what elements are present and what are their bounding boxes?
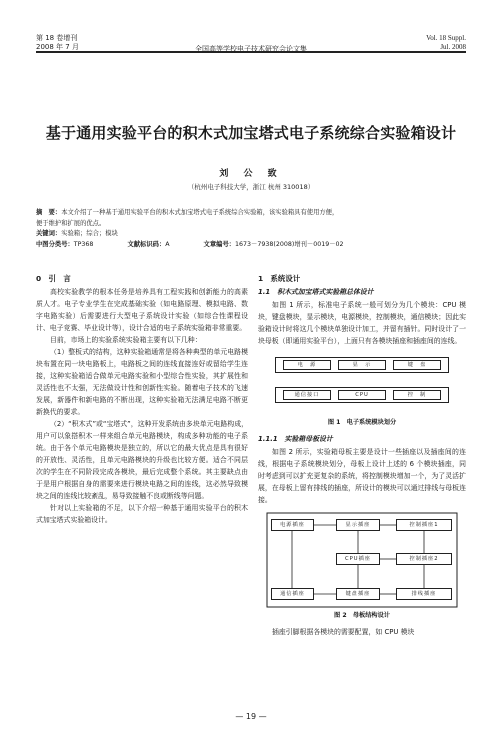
figure-1-caption: 图 1 电子系统模块划分 — [327, 419, 397, 426]
display-socket-box: 显示插座 — [336, 519, 380, 531]
classification-label: 中图分类号： — [36, 240, 74, 248]
keywords-line — [36, 229, 466, 240]
document-code: A — [165, 240, 170, 248]
volume-line: 第 18 卷增刊 — [36, 34, 78, 42]
journal-name: 全国高等学校电子技术研究会论文集 — [195, 45, 307, 53]
section-system-design-heading: 1 系统设计 — [258, 274, 301, 283]
journal-volume-en — [426, 34, 466, 52]
author: 刘 公 致 — [219, 169, 283, 179]
paragraph: 如图 1 所示，标准电子系统一般可划分为几个模块：CPU 模块，键盘模块，显示模块，电源模块，控制模块，通信模块；因此实验箱设计时将这几个模块单独设计加工，并留有插针。同时设计了一块母板（即通用实验平台），上面只有各模块插座和插座间的连线。 — [258, 301, 466, 345]
affiliation: （杭州电子科技大学，浙江 杭州 310018） — [187, 183, 315, 191]
figure-2-motherboard-diagram — [266, 512, 458, 608]
power-socket-box: 电源插座 — [271, 519, 314, 531]
date-line: 2008 年 7 月 — [36, 43, 79, 51]
paragraph: （1）整板式的结构，这种实验箱通常是将各种典型的单元电路模块布置在同一块电路板上，电路板之间的连线直接连好或留给学生连接，这种实验箱适合做单元电路实验和小型综合性实验，其扩展性和灵活性也不太强，无法做设计性和创新性实验。随着电子技术的飞速发展，新器件和新电路的不断出现，这种实验箱无法满足电路不断更新换代的要求。 — [36, 348, 248, 416]
header-rule — [36, 51, 466, 53]
control-module-box: 控 制 — [393, 390, 441, 400]
paragraph: 目前，市场上的实验系统实验箱主要有以下几种： — [50, 336, 202, 344]
keyboard-module-box: 键 盘 — [393, 360, 441, 370]
control-socket-2-box: 控制插座2 — [396, 553, 452, 565]
power-module-box: 电 源 — [283, 360, 331, 370]
display-module-box: 显 示 — [338, 360, 386, 370]
document-code-label: 文献标识码： — [127, 240, 166, 248]
subsection-heading: 1.1.1 实验箱母板设计 — [258, 435, 333, 443]
subsection-heading: 1.1 积木式加宝塔式实验箱总体设计 — [258, 288, 374, 296]
figure-1-module-diagram — [271, 353, 453, 415]
control-socket-1-box: 控制插座1 — [396, 519, 452, 531]
paper-title: 基于通用实验平台的积木式加宝塔式电子系统综合实验箱设计 — [45, 124, 457, 142]
paragraph: 针对以上实验箱的不足，以下介绍一种基于通用实验平台的积木式加宝塔式实验箱设计。 — [36, 504, 248, 524]
cpu-socket-box: CPU插座 — [336, 553, 380, 565]
paragraph: 如图 2 所示，实验箱母板主要是设计一些插座以及插座间的连线，根据电子系统模块划分，母板上设计上述的 6 个模块插座，同时考虑到可以扩充更复杂的系统，将控制模块增加一个，为了灵活扩展，在母板上留有排线的插座，所设计的模块可以通过排线与母板连接。 — [258, 448, 466, 504]
left-column — [36, 270, 248, 526]
abstract-block — [36, 208, 466, 250]
paragraph: （2）“积木式”或“宝塔式”，这种开发系统由多块单元电路构成，用户可以象搭积木一样来组合单元电路模块，构成多种功能的电子系统。由于各个单元电路模块是独立的，所以它的最大优点是具有很好的开放性、灵活性，且单元电路模块的升级也比较方便。适合不同层次的学生在不同阶段完成各模块，最后完成整个系统。其主要缺点由于是用户根据自身的需要来进行模块电路之间的连线，这必然导致模块之间的连线比较紊乱，易导致接触不良或断线等问题。 — [36, 420, 248, 500]
article-number-label: 文章编号： — [203, 240, 236, 248]
right-column — [258, 270, 466, 638]
page-number: — 19 — — [235, 712, 267, 721]
cpu-module-box: CPU — [338, 390, 386, 400]
keyboard-socket-box: 键盘插座 — [336, 588, 380, 600]
paragraph: 插座引脚根据各模块的需要配置，如 CPU 模块 — [272, 628, 415, 636]
abstract-label: 摘 要： — [36, 209, 62, 216]
abstract-line-1 — [36, 208, 466, 219]
ribbon-cable-socket-box: 排线插座 — [396, 588, 452, 600]
classification-line — [36, 240, 466, 251]
abstract-line-2: 便于维护和扩展的优点。 — [36, 219, 106, 227]
comm-socket-box: 通信插座 — [271, 588, 314, 600]
comm-module-box: 通信接口 — [283, 390, 331, 400]
volume-line-en: Vol. 18 Suppl. — [426, 34, 466, 42]
keywords: 实验箱；综合；模块 — [61, 230, 118, 237]
article-number: 1673－7938(2008)增刊－0019－02 — [235, 240, 344, 248]
paragraph: 高校实验教学的根本任务是培养具有工程实践和创新能力的高素质人才。电子专业学生在完成基础实验（如电路原理、模拟电路、数字电路实验）后需要进行大型电子系统设计实验（如综合性课程设计、电子竞赛、毕业设计等），设计合适的电子系统实验箱非常重要。 — [36, 288, 248, 332]
section-introduction-heading: 0 引 言 — [36, 274, 71, 283]
classification-number: TP368 — [73, 240, 94, 248]
date-line-en: Jul. 2008 — [440, 43, 466, 51]
abstract-text: 本文介绍了一种基于通用实验平台的积木式加宝塔式电子系统综合实验箱，该实验箱具有使用方便， — [61, 209, 339, 216]
figure-2-caption: 图 2 母板结构设计 — [334, 612, 390, 619]
keywords-label: 关键词： — [36, 230, 62, 237]
